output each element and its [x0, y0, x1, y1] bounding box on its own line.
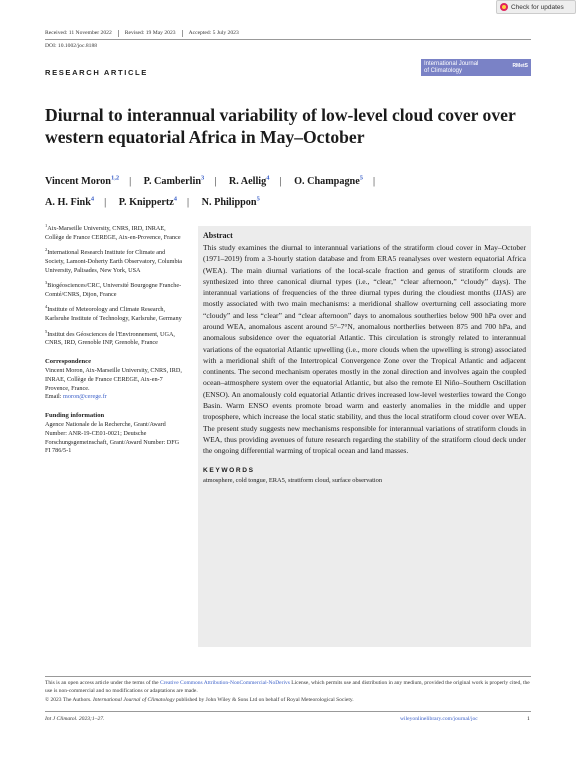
page-number: 1 [527, 716, 530, 722]
affiliation: $^1$Aix-Marseille University, CNRS, IRD, INRAE, Collège de France CEREGE, Aix-en-Provence, France [45, 223, 181, 241]
received-date: Received: 11 November 2022 [45, 30, 112, 36]
journal-url[interactable]: wileyonlinelibrary.com/journal/joc [400, 716, 478, 722]
crossmark-icon [500, 3, 508, 11]
citation: Int J Climatol. 2023;1–27. [45, 716, 105, 722]
author[interactable]: Vincent Moron$^{1,2}$ [45, 175, 120, 188]
keywords: atmosphere, cold tongue, ERA5, stratiform cloud, surface observation [203, 477, 383, 485]
header-divider [45, 39, 531, 40]
correspondence-text: Vincent Moron, Aix-Marseille University, CNRS, IRD, INRAE, Collège de France CEREGE, Aix-en-7 Provence, France. [45, 367, 182, 392]
author[interactable]: N. Philippon$^5$ [201, 195, 260, 208]
abstract-heading: Abstract [203, 231, 233, 240]
affiliation: $^5$Institut des Géosciences de l'Environnement, UGA, CNRS, IRD, Grenoble INP, Grenoble, France [45, 328, 175, 347]
affiliation: $^4$Institute of Meteorology and Climate Research, Karlsruhe Institute of Technology, Karlsruhe, Germany [45, 304, 182, 322]
author[interactable]: A. H. Fink$^4$ [45, 195, 95, 208]
correspondence-heading: Correspondence [45, 357, 92, 365]
article-dates [45, 30, 239, 37]
author[interactable]: O. Champagne$^5$ [294, 175, 363, 188]
author-list: Vincent Moron$^{1,2}$ | P. Camberlin$^3$ | R. Aellig$^4$ | O. Champagne$^5$ | A. H. Fink$^4$ | P. Knippertz$^4$ | N. Philippon$^5$ [45, 175, 376, 208]
revised-date: Revised: 19 May 2023 [124, 30, 176, 36]
paper-title: Diurnal to interannual variability of low-level cloud cover over western equatorial Africa in May–October [45, 105, 516, 147]
article-type: RESEARCH ARTICLE [45, 68, 148, 77]
affiliations-column [45, 222, 185, 456]
accepted-date: Accepted: 5 July 2023 [188, 30, 239, 36]
author[interactable]: P. Knippertz$^4$ [118, 195, 178, 208]
check-for-updates-label: Check for updates [511, 3, 564, 11]
abstract-box [198, 226, 531, 647]
author[interactable]: R. Aellig$^4$ [228, 175, 270, 188]
affiliation: $^3$Biogéosciences/CRC, Université Bourgogne Franche-Comté/CNRS, Dijon, France [45, 280, 182, 298]
license-link[interactable]: Creative Commons Attribution-NonCommercial-NoDerivs [160, 680, 290, 686]
journal-name-line2: of Climatology [424, 67, 463, 74]
date-divider [118, 30, 119, 37]
author[interactable]: P. Camberlin$^3$ [143, 175, 205, 188]
publisher-badge: RMetS [512, 63, 528, 69]
footer-divider [45, 711, 531, 712]
doi[interactable]: DOI: 10.1002/joc.8188 [45, 43, 98, 49]
license-divider [45, 676, 531, 677]
journal-logo[interactable] [421, 59, 531, 76]
keywords-heading: KEYWORDS [203, 467, 255, 475]
abstract-text: This study examines the diurnal to interannual variations of the stratiform cloud cover in May–October (1971–2019) from a 3-hourly station database and from ERA5 reanalyses over western equatorial Africa (WEA). The main diurnal variations of the local-scale fraction and genus of stratiform clouds are synthesized into three canonical diurnal types (i.e., “clear,” “clear afternoon,” “cloudy” days). The interannual variations of frequencies of the three diurnal types during the cloudiest months (JJAS) are mostly associated with two main mechanisms: a meridional shallow overturning cell associating more “cloudy” and less “clear” and “clear afternoon” days to anomalous southerlies below 900 hPa over and around WEA, anomalous ascent around 5°–7°N, anomalous northerlies between 875 and 700 hPa, and anomalous subsidence over the equatorial Atlantic. This circulation is strongly related to interannual variations of the equatorial Atlantic upwelling (i.e., more clouds when the upwelling is strong) associated with a meridional shift of the Intertropical Convergence Zone over the Tropical Atlantic and adjacent continents. The second mechanism operates mostly in the zonal direction and involves again the coupled ocean–atmosphere system over the equatorial Atlantic, but also the remote El Niño–Southern Oscillation (ENSO). An anomalously cold equatorial Atlantic drives increased low-level westerlies toward the Congo Basin. Warm ENSO events promote broad warm and easterly anomalies in the middle and upper troposphere, which increase the local static stability, and thus the local stratiform cloud cover over WEA. The present study suggests new mechanisms responsible for interannual variations of stratiform clouds in WEA, thus providing avenues of future research regarding the stability of the stratiform cloud deck under the ongoing differential warming of tropical ocean and land masses. [203, 243, 526, 456]
journal-name-line1: International Journal [424, 61, 479, 67]
license-text: This is an open access article under the terms of the Creative Commons Attribution-NonCommercial-NoDerivs License, which permits use and distribution in any medium, provided the original work is properly cited, the use is non-commercial and no modifications or adaptations are made. © 2023 The Authors. International Journal of Climatology published by John Wiley & Sons Ltd on behalf of Royal Meteorological Society. [45, 680, 530, 703]
date-divider [182, 30, 183, 37]
affiliation: $^2$International Research Institute for Climate and Society, Lamont-Doherty Earth Observatory, Columbia University, Palisades, New York, USA [45, 247, 183, 274]
email-link[interactable]: moron@cerege.fr [63, 393, 107, 401]
email-line: Email: moron@cerege.fr [45, 393, 107, 401]
funding-text: Agence Nationale de la Recherche, Grant/Award Number: ANR-19-CE01-0021; Deutsche Forschungsgemeinschaft, Grant/Award Number: DFG FI 786/5-1 [45, 421, 180, 455]
check-for-updates-button[interactable] [496, 0, 576, 14]
funding-heading: Funding information [45, 411, 105, 419]
